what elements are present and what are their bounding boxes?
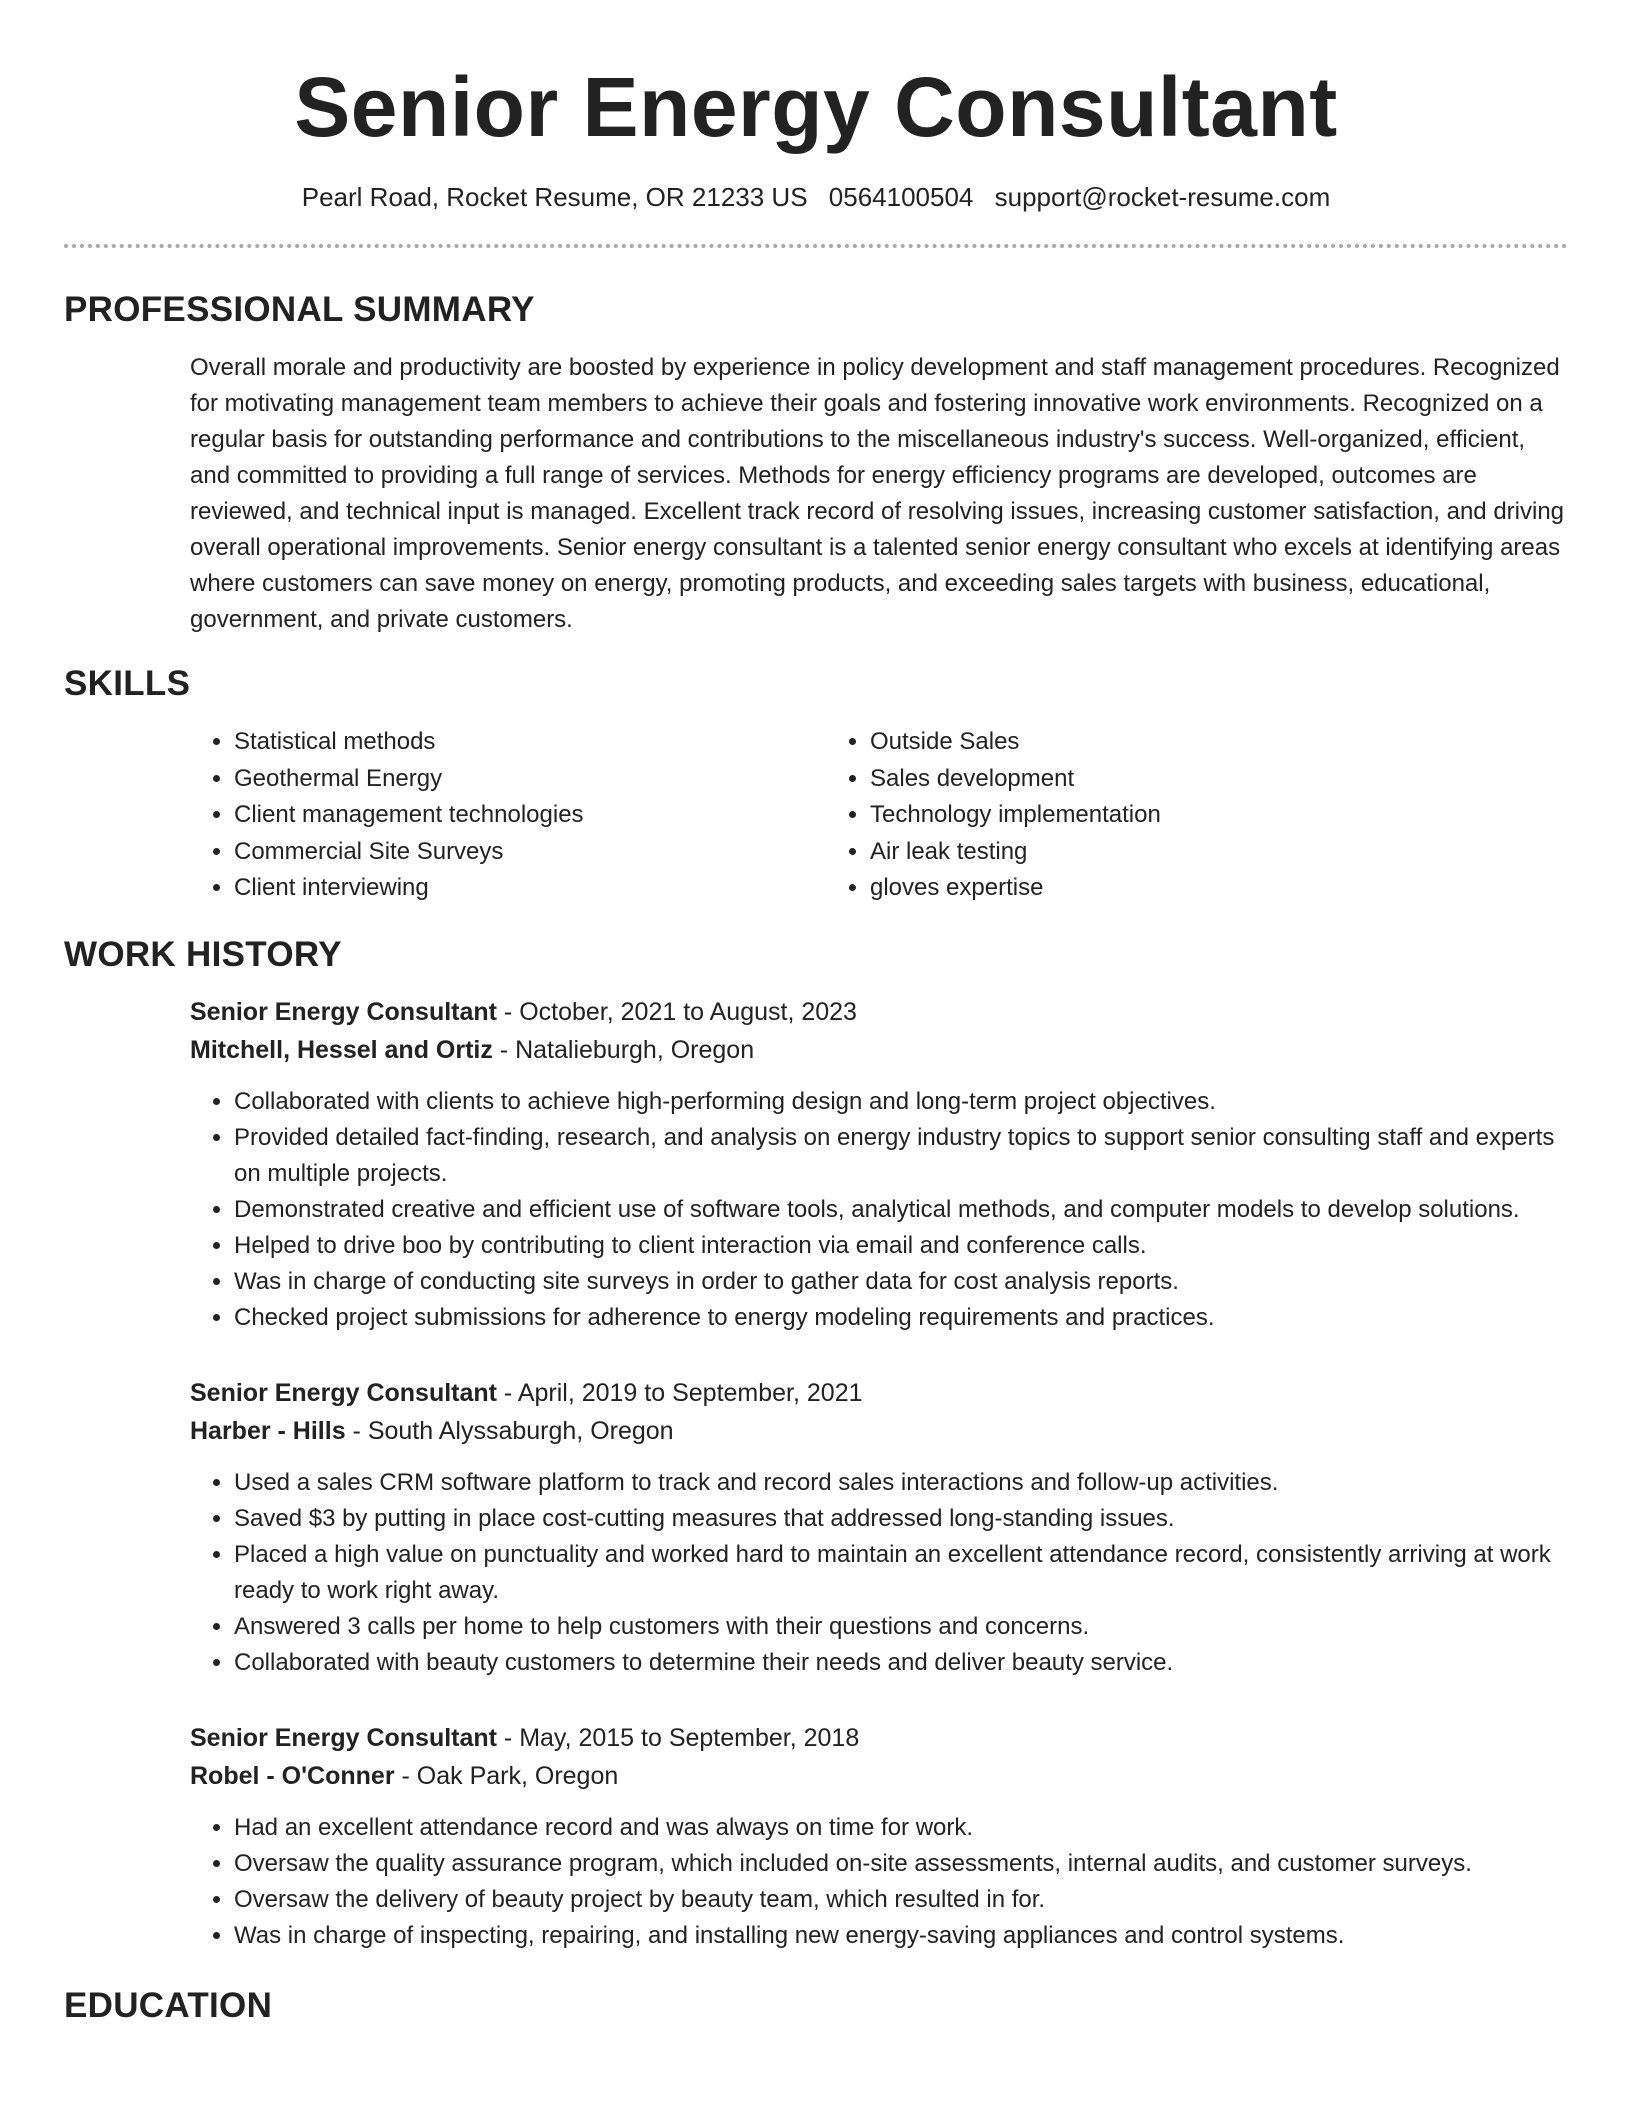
job-dates: - October, 2021 to August, 2023 [496,997,857,1026]
resume-page [64,52,1568,2028]
section-title-skills: SKILLS [64,664,191,703]
job-bullet: • Collaborated with beauty customers to determine their needs and deliver beauty service. [234,1645,1574,1681]
job-location: - Natalieburgh, Oregon [492,1035,755,1064]
section-title-work: WORK HISTORY [64,934,342,974]
job-company: Robel - O'Conner [190,1761,395,1790]
job-title-line [190,1374,1568,1412]
job-company-line [190,1412,1568,1450]
job-role: Senior Energy Consultant [190,997,497,1026]
job-bullet: • Demonstrated creative and efficient use of software tools, analytical methods, and computer models to develop solutions. [234,1192,1574,1228]
job-bullet: • Answered 3 calls per home to help customers with their questions and concerns. [234,1609,1574,1645]
skill-item: • Air leak testing [870,834,1526,871]
education-section [64,1984,1568,2028]
professional-summary-section [64,288,1568,638]
job-bullet: • Oversaw the delivery of beauty project by beauty team, which resulted in for. [234,1882,1574,1918]
contact-address: Pearl Road, Rocket Resume, OR 21233 US [301,182,808,212]
job-dates: - April, 2019 to September, 2021 [496,1378,863,1407]
skill-item: • Client management technologies [234,797,826,834]
work-history-section [64,933,1568,1954]
contact-phone: 0564100504 [828,182,974,212]
job-company-line [190,1757,1568,1795]
contact-email: support@rocket-resume.com [994,182,1331,212]
job-title-line [190,993,1568,1031]
skills-section [64,662,1568,907]
skill-item: • Outside Sales [870,724,1526,761]
job-location: - Oak Park, Oregon [394,1761,619,1790]
summary-text: Overall morale and productivity are boosted by experience in policy development and staff management procedures. Recognized for motivating management team members to achieve their goals and fostering innovative work environments. Recognized on a regular basis for outstanding performance and contributions to the miscellaneous industry's success. Well-organized, efficient, and committed to providing a full range of services. Methods for energy efficiency programs are developed, outcomes are reviewed, and technical input is managed. Excellent track record of resolving issues, increasing customer satisfaction, and driving overall operational improvements. Senior energy consultant is a talented senior energy consultant who excels at identifying areas where customers can save money on energy, promoting products, and exceeding sales targets with business, educational, government, and private customers. [190,354,1565,633]
job-bullet: • Oversaw the quality assurance program, which included on-site assessments, internal audits, and customer surveys. [234,1846,1574,1882]
skill-item: • Sales development [870,761,1526,798]
job-bullet: • Saved $3 by putting in place cost-cutting measures that addressed long-standing issues. [234,1501,1574,1537]
job-bullet: • Checked project submissions for adherence to energy modeling requirements and practices. [234,1300,1574,1336]
section-title-summary: PROFESSIONAL SUMMARY [64,290,535,329]
skill-item: • Commercial Site Surveys [234,834,826,871]
job-role: Senior Energy Consultant [190,1378,497,1407]
job-role: Senior Energy Consultant [190,1723,497,1752]
job-dates: - May, 2015 to September, 2018 [496,1723,860,1752]
skill-item: • gloves expertise [870,870,1526,907]
job-bullet: • Placed a high value on punctuality and worked hard to maintain an excellent attendance record, consistently arriving at work ready to work right away. [234,1537,1574,1609]
job-location: - South Alyssaburgh, Oregon [345,1416,674,1445]
skill-item: • Statistical methods [234,724,826,761]
job-company-line [190,1031,1568,1069]
job-bullets [190,1084,1574,1336]
skill-item: • Client interviewing [234,870,826,907]
skills-column-right [826,724,1526,907]
job-bullet: • Helped to drive boo by contributing to client interaction via email and conference calls. [234,1228,1574,1264]
skill-item: • Geothermal Energy [234,761,826,798]
job-bullet: • Provided detailed fact-finding, research, and analysis on energy industry topics to support senior consulting staff and experts on multiple projects. [234,1120,1574,1192]
job-title-line [190,1719,1568,1757]
job-entry [190,993,1568,1336]
job-company: Mitchell, Hessel and Ortiz [190,1035,493,1064]
job-bullets [190,1465,1574,1681]
job-bullet: • Had an excellent attendance record and was always on time for work. [234,1810,1574,1846]
skills-column-left [190,724,826,907]
resume-name: Senior Energy Consultant [294,60,1338,154]
job-entry [190,1374,1568,1681]
job-company: Harber - Hills [190,1416,346,1445]
job-entry [190,1719,1568,1954]
skill-item: • Technology implementation [870,797,1526,834]
skills-grid [190,724,1568,907]
job-bullet: • Used a sales CRM software platform to track and record sales interactions and follow-up activities. [234,1465,1574,1501]
header-divider [64,244,1568,248]
section-title-education: EDUCATION [64,1985,273,2025]
job-bullets [190,1810,1574,1954]
job-bullet: • Was in charge of inspecting, repairing, and installing new energy-saving appliances and control systems. [234,1918,1574,1954]
job-bullet: • Collaborated with clients to achieve high-performing design and long-term project objectives. [234,1084,1574,1120]
job-bullet: • Was in charge of conducting site surveys in order to gather data for cost analysis reports. [234,1264,1574,1300]
contact-line [64,180,1568,214]
